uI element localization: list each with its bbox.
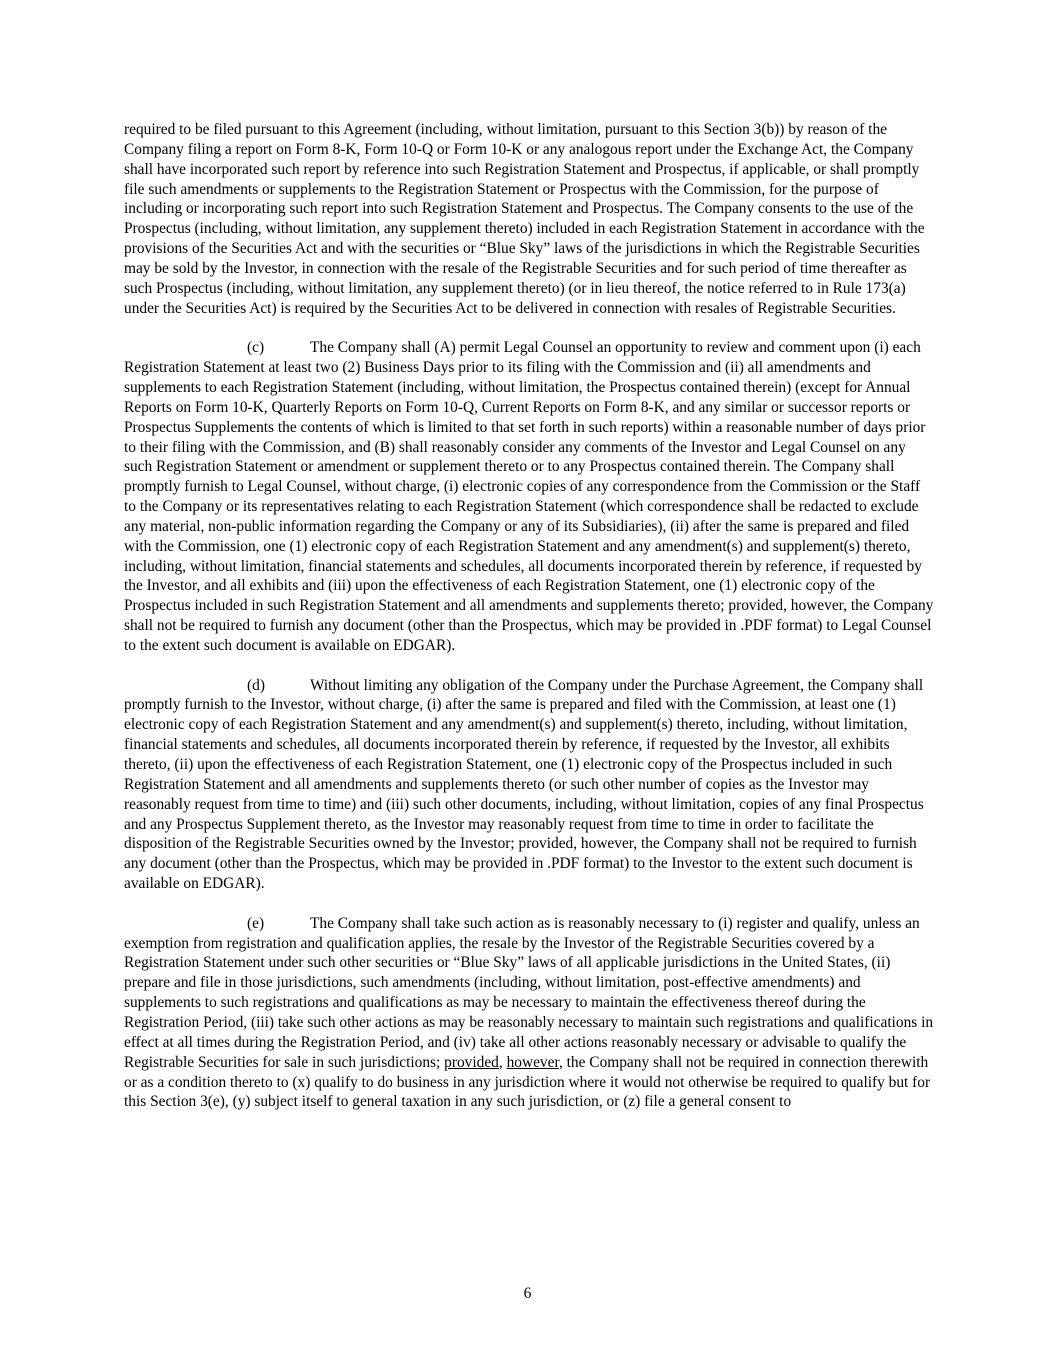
- document-page: [124, 120, 934, 1132]
- section-label: (e): [247, 914, 265, 932]
- paragraph-3e: [124, 914, 934, 1112]
- paragraph-text: required to be filed pursuant to this Agreement (including, without limitation, pursuant to this Section 3(b)) by reason of the Company filing a report on Form 8-K, Form 10-Q or Form 10-K or any analogous report under the Exchange Act, the Company shall have incorporated such report by reference into such Registration Statement and Prospectus, if applicable, or shall promptly file such amendments or supplements to the Registration Statement or Prospectus with the Commission, for the purpose of including or incorporating such report into such Registration Statement and Prospectus. The Company consents to the use of the Prospectus (including, without limitation, any supplement thereto) included in each Registration Statement in accordance with the provisions of the Securities Act and with the securities or “Blue Sky” laws of the jurisdictions in which the Registrable Securities may be sold by the Investor, in connection with the resale of the Registrable Securities and for such period of time thereafter as such Prospectus (including, without limitation, any supplement thereto) (or in lieu thereof, the notice referred to in Rule 173(a) under the Securities Act) is required by the Securities Act to be delivered in connection with resales of Registrable Securities.: [124, 121, 925, 317]
- paragraph-text-start: The Company shall take such action as is reasonably necessary to (i) register and qualify, unless an exemption from registration and qualification applies, the resale by the Investor of the Registrable Securities covered by a Registration Statement under such other securities or “Blue Sky” laws of all applicable jurisdictions in the United States, (ii) prepare and file in those jurisdictions, such amendments (including, without limitation, post-effective amendments) and supplements to such registrations and qualifications as may be necessary to maintain the effectiveness thereof during the Registration Period, (iii) take such other actions as may be reasonably necessary to maintain such registrations and qualifications in effect at all times during the Registration Period, and (iv) take all other actions reasonably necessary or advisable to qualify the Registrable Securities for sale in such jurisdictions;: [124, 914, 934, 1071]
- paragraph-text: The Company shall (A) permit Legal Counsel an opportunity to review and comment upon (i) each Registration Statement at least two (2) Business Days prior to its filing with the Commission and (ii) all amendments and supplements to each Registration Statement (including, without limitation, the Prospectus contained therein) (except for Annual Reports on Form 10-K, Quarterly Reports on Form 10-Q, Current Reports on Form 8-K, and any similar or successor reports or Prospectus Supplements the contents of which is limited to that set forth in such reports) within a reasonable number of days prior to their filing with the Commission, and (B) shall reasonably consider any comments of the Investor and Legal Counsel on any such Registration Statement or amendment or supplement thereto or to any Prospectus contained therein. The Company shall promptly furnish to Legal Counsel, without charge, (i) electronic copies of any correspondence from the Commission or the Staff to the Company or its representatives relating to each Registration Statement (which correspondence shall be redacted to exclude any material, non-public information regarding the Company or any of its Subsidiaries), (ii) after the same is prepared and filed with the Commission, one (1) electronic copy of each Registration Statement and any amendment(s) and supplement(s) thereto, including, without limitation, financial statements and schedules, all documents incorporated therein by reference, if requested by the Investor, and all exhibits and (iii) upon the effectiveness of each Registration Statement, one (1) electronic copy of the Prospectus included in such Registration Statement and all amendments and supplements thereto; provided, however, the Company shall not be required to furnish any document (other than the Prospectus, which may be provided in .PDF format) to Legal Counsel to the extent such document is available on EDGAR).: [124, 339, 934, 654]
- separator: ,: [498, 1053, 507, 1071]
- underlined-term-however: however: [506, 1053, 559, 1071]
- paragraph-continuation: [124, 120, 934, 318]
- page-number: 6: [523, 1285, 532, 1302]
- paragraph-text-end: , the Company shall not be required in connection therewith or as a condition thereto to (x) qualify to do business in any jurisdiction where it would not otherwise be required to qualify but for this Section 3(e), (y) subject itself to general taxation in any such jurisdiction, or (z) file a general consent to: [124, 1053, 931, 1111]
- paragraph-text: Without limiting any obligation of the Company under the Purchase Agreement, the Company shall promptly furnish to the Investor, without charge, (i) after the same is prepared and filed with the Commission, at least one (1) electronic copy of each Registration Statement and any amendment(s) and supplement(s) thereto, including, without limitation, financial statements and schedules, all documents incorporated therein by reference, if requested by the Investor, all exhibits thereto, (ii) upon the effectiveness of each Registration Statement, one (1) electronic copy of the Prospectus included in such Registration Statement and all amendments and supplements thereto (or such other number of copies as the Investor may reasonably request from time to time) and (iii) such other documents, including, without limitation, copies of any final Prospectus and any Prospectus Supplement thereto, as the Investor may reasonably request from time to time in order to facilitate the disposition of the Registrable Securities owned by the Investor; provided, however, the Company shall not be required to furnish any document (other than the Prospectus, which may be provided in .PDF format) to the Investor to the extent such document is available on EDGAR).: [124, 676, 924, 893]
- paragraph-3d: [124, 676, 934, 894]
- paragraph-3c: [124, 338, 934, 656]
- section-label: (c): [247, 339, 265, 357]
- underlined-term-provided: provided: [444, 1053, 499, 1071]
- section-label: (d): [247, 676, 265, 694]
